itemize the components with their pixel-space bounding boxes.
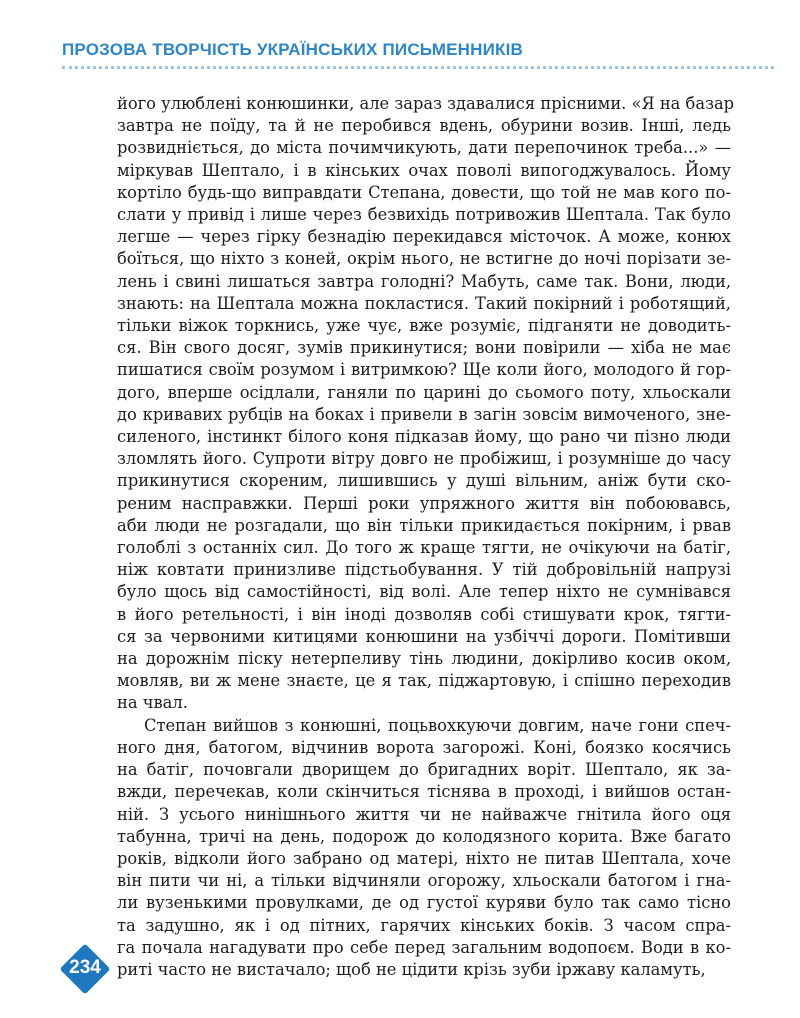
text-line: реним насправжки. Перші роки упряжного життя він побоювавсь,: [117, 493, 731, 513]
text-line: він пити чи ні, а тільки відчиняли огорожу, хльоскали батогом і гна-: [117, 871, 731, 891]
text-line: ного дня, батогом, відчинив ворота загорожі. Коні, боязко косячись: [117, 737, 731, 757]
text-line: років, відколи його забрано од матері, ніхто не питав Шептала, хоче: [117, 848, 731, 868]
text-line: ся. Він свого досяг, зумів прикинутися; вони повірили — хіба не має: [117, 338, 731, 358]
text-line: дого, вперше осідлали, ганяли по царині до сьомого поту, хльоскали: [117, 382, 731, 402]
text-line: риті часто не вистачало; щоб не цідити крізь зуби іржаву каламуть,: [117, 959, 706, 979]
text-line: тільки віжок торкнись, уже чує, вже розуміє, підганяти не доводить-: [117, 316, 731, 336]
text-line: на дорожнім піску нетерпеливу тінь людини, докірливо косив оком,: [117, 649, 731, 669]
text-line: прикинутися скореним, лишившись у душі вільним, аніж бути ско-: [117, 471, 731, 491]
text-line: та задушно, як і од пітних, гарячих кінських боків. З часом спра-: [117, 915, 731, 935]
paragraph: [117, 93, 735, 715]
text-line: на чвал.: [117, 693, 188, 713]
text-line: в його ретельності, і він іноді дозволяв собі стишувати крок, тягти-: [117, 604, 731, 624]
text-line: силеного, інстинкт білого коня підказав йому, що рано чи пізно люди: [117, 427, 731, 447]
text-line: зломлять його. Супроти вітру довго не пробіжиш, і розумніше до часу: [117, 449, 731, 469]
text-line: кортіло будь-що виправдати Степана, довести, що той не мав кого по-: [117, 182, 731, 202]
text-line: легше — через гірку безнадію перекидався місточок. А може, конюх: [117, 227, 731, 247]
text-line: слати у привід і лише через безвихідь потривожив Шептала. Так було: [117, 205, 731, 225]
text-line: голоблі з останніх сил. До того ж краще тягти, не очікуючи на батіг,: [117, 538, 731, 558]
text-line: знають: на Шептала можна покластися. Такий покірний і роботящий,: [117, 293, 731, 313]
text-line: пишатися своїм розумом і витримкою? Ще коли його, молодого й гор-: [117, 360, 731, 380]
text-line: га почала нагадувати про себе перед загальним водопоєм. Води в ко-: [117, 937, 731, 957]
text-line: на батіг, почовгали дворищем до бригадних воріт. Шептало, як за-: [117, 760, 731, 780]
text-line: ли вузенькими провулками, де од густої куряви було так само тісно: [117, 893, 731, 913]
text-line: його улюблені конюшинки, але зараз здавалися прісними. «Я на базар: [117, 94, 735, 113]
text-line: ніж ковтати принизливе підстьобування. У тій добровільній напрузі: [117, 560, 731, 580]
text-line: Степан вийшов з конюшні, поцьвохкуючи довгим, наче гони спеч-: [144, 715, 731, 735]
running-header: ПРОЗОВА ТВОРЧІСТЬ УКРАЇНСЬКИХ ПИСЬМЕННИКІВ: [62, 40, 524, 59]
text-line: міркував Шептало, і в кінських очах поволі випогоджувалось. Йому: [117, 160, 731, 180]
text-line: завтра не поїду, та й не перобився вдень, обурини возив. Інші, ледь: [117, 116, 731, 136]
text-line: боїться, що ніхто з коней, окрім нього, не встигне до ночі порізати зе-: [117, 249, 731, 269]
text-line: лень і свині лишаться завтра голодні? Мабуть, саме так. Вони, люди,: [117, 271, 731, 291]
text-line: ся за червоними китицями конюшини на узбіччі дороги. Помітивши: [117, 626, 731, 646]
text-line: мовляв, ви ж мене знаєте, це я так, піджартовую, і спішно переходив: [117, 671, 731, 691]
text-line: вжди, перечекав, коли скінчиться тіснява в проході, і вийшов остан-: [117, 782, 731, 802]
text-line: розвидніється, до міста почимчикують, дати перепочинок треба...» —: [117, 138, 731, 158]
header-dotted-rule: [62, 66, 774, 69]
paragraph: [117, 715, 731, 981]
text-line: ній. З усього нинішнього життя чи не найважче гнітила його оця: [117, 804, 731, 824]
text-line: аби люди не розгадали, що він тільки прикидається покірним, і рвав: [117, 515, 731, 535]
text-line: було щось від самостійності, від волі. Але тепер ніхто не сумнівався: [117, 582, 731, 602]
page-number: 234: [69, 957, 101, 978]
text-line: до кривавих рубців на боках і привели в загін зовсім вимоченого, зне-: [117, 404, 731, 424]
page-number-badge: [60, 944, 110, 994]
body-text: [117, 93, 735, 981]
text-line: табунна, тричі на день, подорож до колодязного корита. Вже багато: [117, 826, 731, 846]
